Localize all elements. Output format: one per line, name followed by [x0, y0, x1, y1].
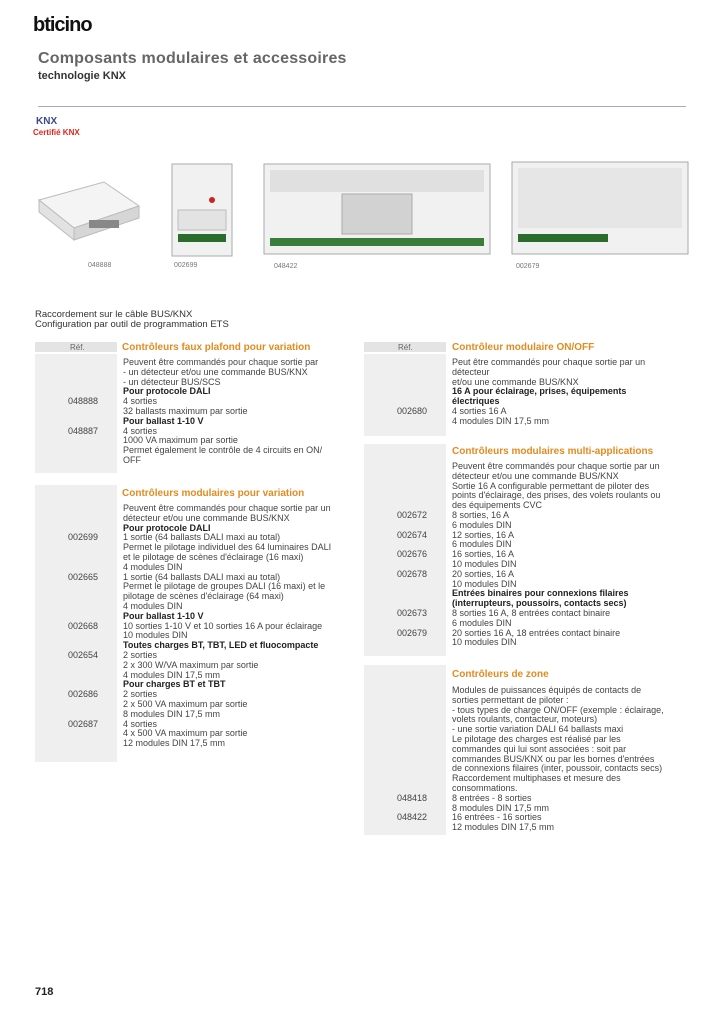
ref-code — [35, 700, 123, 710]
spec-text: 8 sorties, 16 A — [452, 510, 510, 520]
spec-text: (interrupteurs, poussoirs, contacts secs) — [452, 598, 627, 609]
spec-text: Peuvent être commandés pour chaque sortie par un — [452, 461, 660, 471]
spec-text: Permet également le contrôle de 4 circuits en ON/ — [123, 445, 323, 456]
spec-text: Permet le pilotage individuel des 64 luminaires DALI — [123, 542, 332, 553]
spec-text: 4 sorties 16 A — [452, 406, 507, 416]
spec-text: Toutes charges BT, TBT, LED et fluocompacte — [123, 640, 319, 651]
spec-text: 4 modules DIN 17,5 mm — [123, 669, 221, 680]
spec-text: Pour protocole DALI — [123, 386, 211, 397]
spec-text: pilotage de scènes d'éclairage (64 maxi) — [123, 591, 284, 602]
spec-row — [364, 774, 692, 784]
spec-text: 6 modules DIN — [452, 519, 512, 530]
knx-logo: KNX — [36, 116, 58, 127]
ref-code — [35, 368, 123, 378]
spec-text: points d'éclairage, des prises, des volets roulants ou — [452, 490, 661, 501]
spec-text: Pour protocole DALI — [123, 522, 211, 533]
ref-code: 002654 — [67, 650, 98, 660]
spec-text: 1 sortie (64 ballasts DALI maxi au total) — [123, 532, 281, 543]
product-image-002699 — [168, 160, 238, 260]
spec-text: 20 sorties 16 A, 18 entrées contact binaire — [452, 627, 621, 638]
ref-code — [364, 417, 452, 427]
spec-text: détecteur et/ou une commande BUS/KNX — [123, 512, 290, 523]
spec-text: - un détecteur BUS/SCS — [123, 376, 221, 387]
spec-row — [364, 550, 692, 560]
ref-code: 002686 — [67, 689, 98, 700]
spec-text: Pour charges BT et TBT — [123, 679, 226, 690]
page-number: 718 — [35, 986, 54, 998]
spec-text: Raccordement multiphases et mesure des — [452, 773, 621, 784]
ref-code — [364, 725, 452, 735]
spec-text: 12 sorties, 16 A — [452, 529, 515, 540]
spec-row — [35, 592, 350, 602]
spec-row — [364, 629, 692, 639]
spec-text: 1 sortie (64 ballasts DALI maxi au total) — [123, 571, 281, 582]
ref-code — [35, 602, 123, 612]
spec-row — [364, 531, 692, 541]
ref-code: 002668 — [67, 620, 98, 631]
ref-header: Réf. — [398, 343, 413, 352]
ref-code — [364, 462, 452, 472]
section-title: Contrôleurs modulaires multi-applications — [452, 446, 654, 457]
ref-code: 002699 — [67, 532, 98, 543]
spec-row — [35, 456, 350, 466]
spec-text: 12 modules DIN 17,5 mm — [123, 738, 226, 749]
spec-row — [364, 638, 692, 648]
spec-text: 4 x 500 VA maximum par sortie — [123, 728, 248, 739]
spec-text: 2 x 300 W/VA maximum par sortie — [123, 659, 259, 670]
ref-code: 002673 — [396, 608, 427, 618]
ref-code — [35, 456, 123, 466]
spec-text: - un détecteur et/ou une commande BUS/KNX — [123, 366, 308, 377]
spec-text: 2 x 500 VA maximum par sortie — [123, 699, 248, 709]
spec-text: - une sortie variation DALI 64 ballasts maxi — [452, 724, 624, 735]
ref-code — [35, 631, 123, 641]
spec-text: 2 sorties — [123, 689, 158, 700]
knx-certified-label: Certifié KNX — [33, 128, 80, 137]
spec-text: 32 ballasts maximum par sortie — [123, 406, 248, 416]
spec-text: détecteur — [452, 366, 490, 377]
spec-text: 4 modules DIN — [123, 601, 183, 611]
ref-code: 002687 — [67, 718, 98, 729]
ref-code: 002678 — [396, 568, 427, 579]
photo-caption: 002699 — [174, 262, 198, 269]
spec-text: commandes BUS/KNX ou par les bornes d'entrées — [452, 753, 655, 764]
spec-text: consommations. — [452, 783, 518, 793]
spec-row — [364, 823, 692, 833]
section-title: Contrôleurs faux plafond pour variation — [122, 342, 311, 353]
spec-text: 16 sorties, 16 A — [452, 549, 515, 560]
ref-code: 048418 — [396, 792, 427, 803]
spec-row — [364, 417, 692, 427]
spec-text: Peut être commandés pour chaque sortie par un — [452, 357, 646, 367]
ref-code: 002674 — [396, 529, 427, 540]
spec-text: Modules de puissances équipés de contacts de — [452, 685, 642, 695]
ref-code — [35, 543, 123, 553]
spec-row — [364, 511, 692, 521]
spec-row — [35, 739, 350, 749]
spec-text: de connexions filaires (inter, poussoir, contacts secs) — [452, 763, 663, 774]
spec-text: 6 modules DIN — [452, 617, 512, 628]
spec-text: 8 sorties 16 A, 8 entrées contact binaire — [452, 608, 611, 618]
ref-code: 002665 — [67, 571, 98, 582]
section-title: Contrôleur modulaire ON/OFF — [452, 342, 595, 353]
photo-caption: 048422 — [274, 263, 298, 270]
ref-code — [364, 686, 452, 696]
ref-code — [364, 764, 452, 774]
spec-text: 10 modules DIN — [452, 637, 517, 648]
spec-text: 4 sorties — [123, 396, 158, 407]
ref-code — [364, 696, 452, 706]
page-title: Composants modulaires et accessoires — [38, 50, 347, 67]
ref-code: 002676 — [396, 549, 427, 560]
ref-code — [364, 491, 452, 501]
ref-code — [364, 358, 452, 368]
ref-code: 002679 — [396, 627, 427, 638]
spec-text: Entrées binaires pour connexions filaires — [452, 588, 629, 599]
spec-text: 8 modules DIN 17,5 mm — [452, 802, 550, 813]
ref-code — [364, 755, 452, 765]
ref-code — [364, 472, 452, 482]
ref-code: 002680 — [396, 406, 427, 416]
spec-text: 1000 VA maximum par sortie — [123, 435, 238, 446]
spec-text: 4 sorties — [123, 718, 158, 729]
spec-text: 8 entrées - 8 sorties — [452, 792, 532, 803]
spec-text: 10 modules DIN — [452, 578, 517, 589]
spec-row — [364, 609, 692, 619]
ref-code: 048422 — [396, 812, 427, 823]
ref-code — [364, 638, 452, 648]
spec-text: OFF — [123, 455, 141, 465]
header-divider — [38, 106, 686, 107]
spec-row — [35, 446, 350, 456]
spec-text: commandes qui lui sont associées : soit par — [452, 743, 627, 754]
spec-text: 8 modules DIN 17,5 mm — [123, 708, 221, 719]
spec-text: et le pilotage de scènes d'éclairage (16 maxi) — [123, 552, 304, 562]
page-subtitle: technologie KNX — [38, 70, 127, 82]
spec-text: - tous types de charge ON/OFF (exemple : éclairage, — [452, 704, 664, 715]
ref-code — [35, 504, 123, 514]
ref-code — [364, 378, 452, 388]
product-image-048888 — [34, 178, 144, 248]
photo-caption: 002679 — [516, 263, 540, 270]
spec-text: électriques — [452, 396, 500, 407]
ref-code — [364, 589, 452, 599]
ref-code: 048887 — [67, 425, 98, 436]
spec-row — [364, 570, 692, 580]
photo-caption: 048888 — [88, 262, 112, 269]
ref-code — [364, 745, 452, 755]
ref-code — [35, 446, 123, 456]
product-image-048422 — [262, 158, 494, 258]
spec-text: Sortie 16 A configurable permettant de piloter des — [452, 480, 650, 491]
spec-row — [364, 387, 692, 397]
brand-logo: bticino — [33, 14, 92, 36]
spec-text: sorties permettant de piloter : — [452, 694, 569, 705]
spec-text: volets roulants, contacteur, moteurs) — [452, 714, 598, 725]
spec-text: 4 modules DIN 17,5 mm — [452, 415, 550, 426]
spec-text: 2 sorties — [123, 650, 158, 660]
ref-code — [364, 482, 452, 492]
ref-code — [364, 715, 452, 725]
ref-code — [35, 553, 123, 563]
spec-text: 12 modules DIN 17,5 mm — [452, 822, 555, 833]
product-image-002679 — [510, 158, 692, 258]
spec-text: 4 sorties — [123, 425, 158, 436]
ref-code — [364, 823, 452, 833]
ref-code — [35, 592, 123, 602]
spec-text: 20 sorties, 16 A — [452, 568, 515, 579]
ref-header: Réf. — [70, 343, 85, 352]
spec-text: 10 modules DIN — [452, 559, 517, 569]
ref-code: 002672 — [396, 510, 427, 520]
spec-text: Permet le pilotage de groupes DALI (16 maxi) et le — [123, 581, 326, 592]
spec-text: 10 sorties 1-10 V et 10 sorties 16 A pour éclairage — [123, 620, 323, 631]
ref-code — [35, 661, 123, 671]
spec-text: des équipements CVC — [452, 500, 543, 511]
ref-code — [35, 729, 123, 739]
ref-code: 048888 — [67, 396, 98, 407]
spec-text: Pour ballast 1-10 V — [123, 415, 204, 426]
spec-row — [364, 358, 692, 368]
ref-code — [364, 706, 452, 716]
ref-code — [35, 358, 123, 368]
ref-code — [35, 378, 123, 388]
ref-code — [35, 582, 123, 592]
spec-row — [35, 553, 350, 563]
section-title: Contrôleurs modulaires pour variation — [122, 488, 305, 499]
ref-code — [35, 671, 123, 681]
ref-code — [35, 436, 123, 446]
spec-text: 16 A pour éclairage, prises, équipements — [452, 386, 627, 397]
ref-code — [364, 368, 452, 378]
spec-text: détecteur et/ou une commande BUS/KNX — [452, 470, 619, 481]
ref-code — [364, 387, 452, 397]
ref-code — [35, 407, 123, 417]
section-title: Contrôleurs de zone — [452, 669, 549, 680]
ref-code — [364, 774, 452, 784]
ref-code — [35, 739, 123, 749]
spec-text: 6 modules DIN — [452, 539, 512, 550]
spec-text: Le pilotage des charges est réalisé par les — [452, 734, 621, 744]
spec-row — [35, 622, 350, 632]
spec-text: Peuvent être commandés pour chaque sortie par un — [123, 503, 331, 513]
spec-text: et/ou une commande BUS/KNX — [452, 376, 579, 387]
ref-code — [364, 580, 452, 590]
ref-code — [35, 514, 123, 524]
spec-text: Peuvent être commandés pour chaque sortie par — [123, 357, 319, 367]
spec-text: Pour ballast 1-10 V — [123, 610, 204, 621]
spec-text: 10 modules DIN — [123, 630, 188, 641]
spec-text: 16 entrées - 16 sorties — [452, 812, 542, 823]
intro-text: Raccordement sur le câble BUS/KNX Configuration par outil de programmation ETS — [35, 309, 229, 330]
ref-code — [364, 735, 452, 745]
spec-text: 4 modules DIN — [123, 561, 183, 572]
